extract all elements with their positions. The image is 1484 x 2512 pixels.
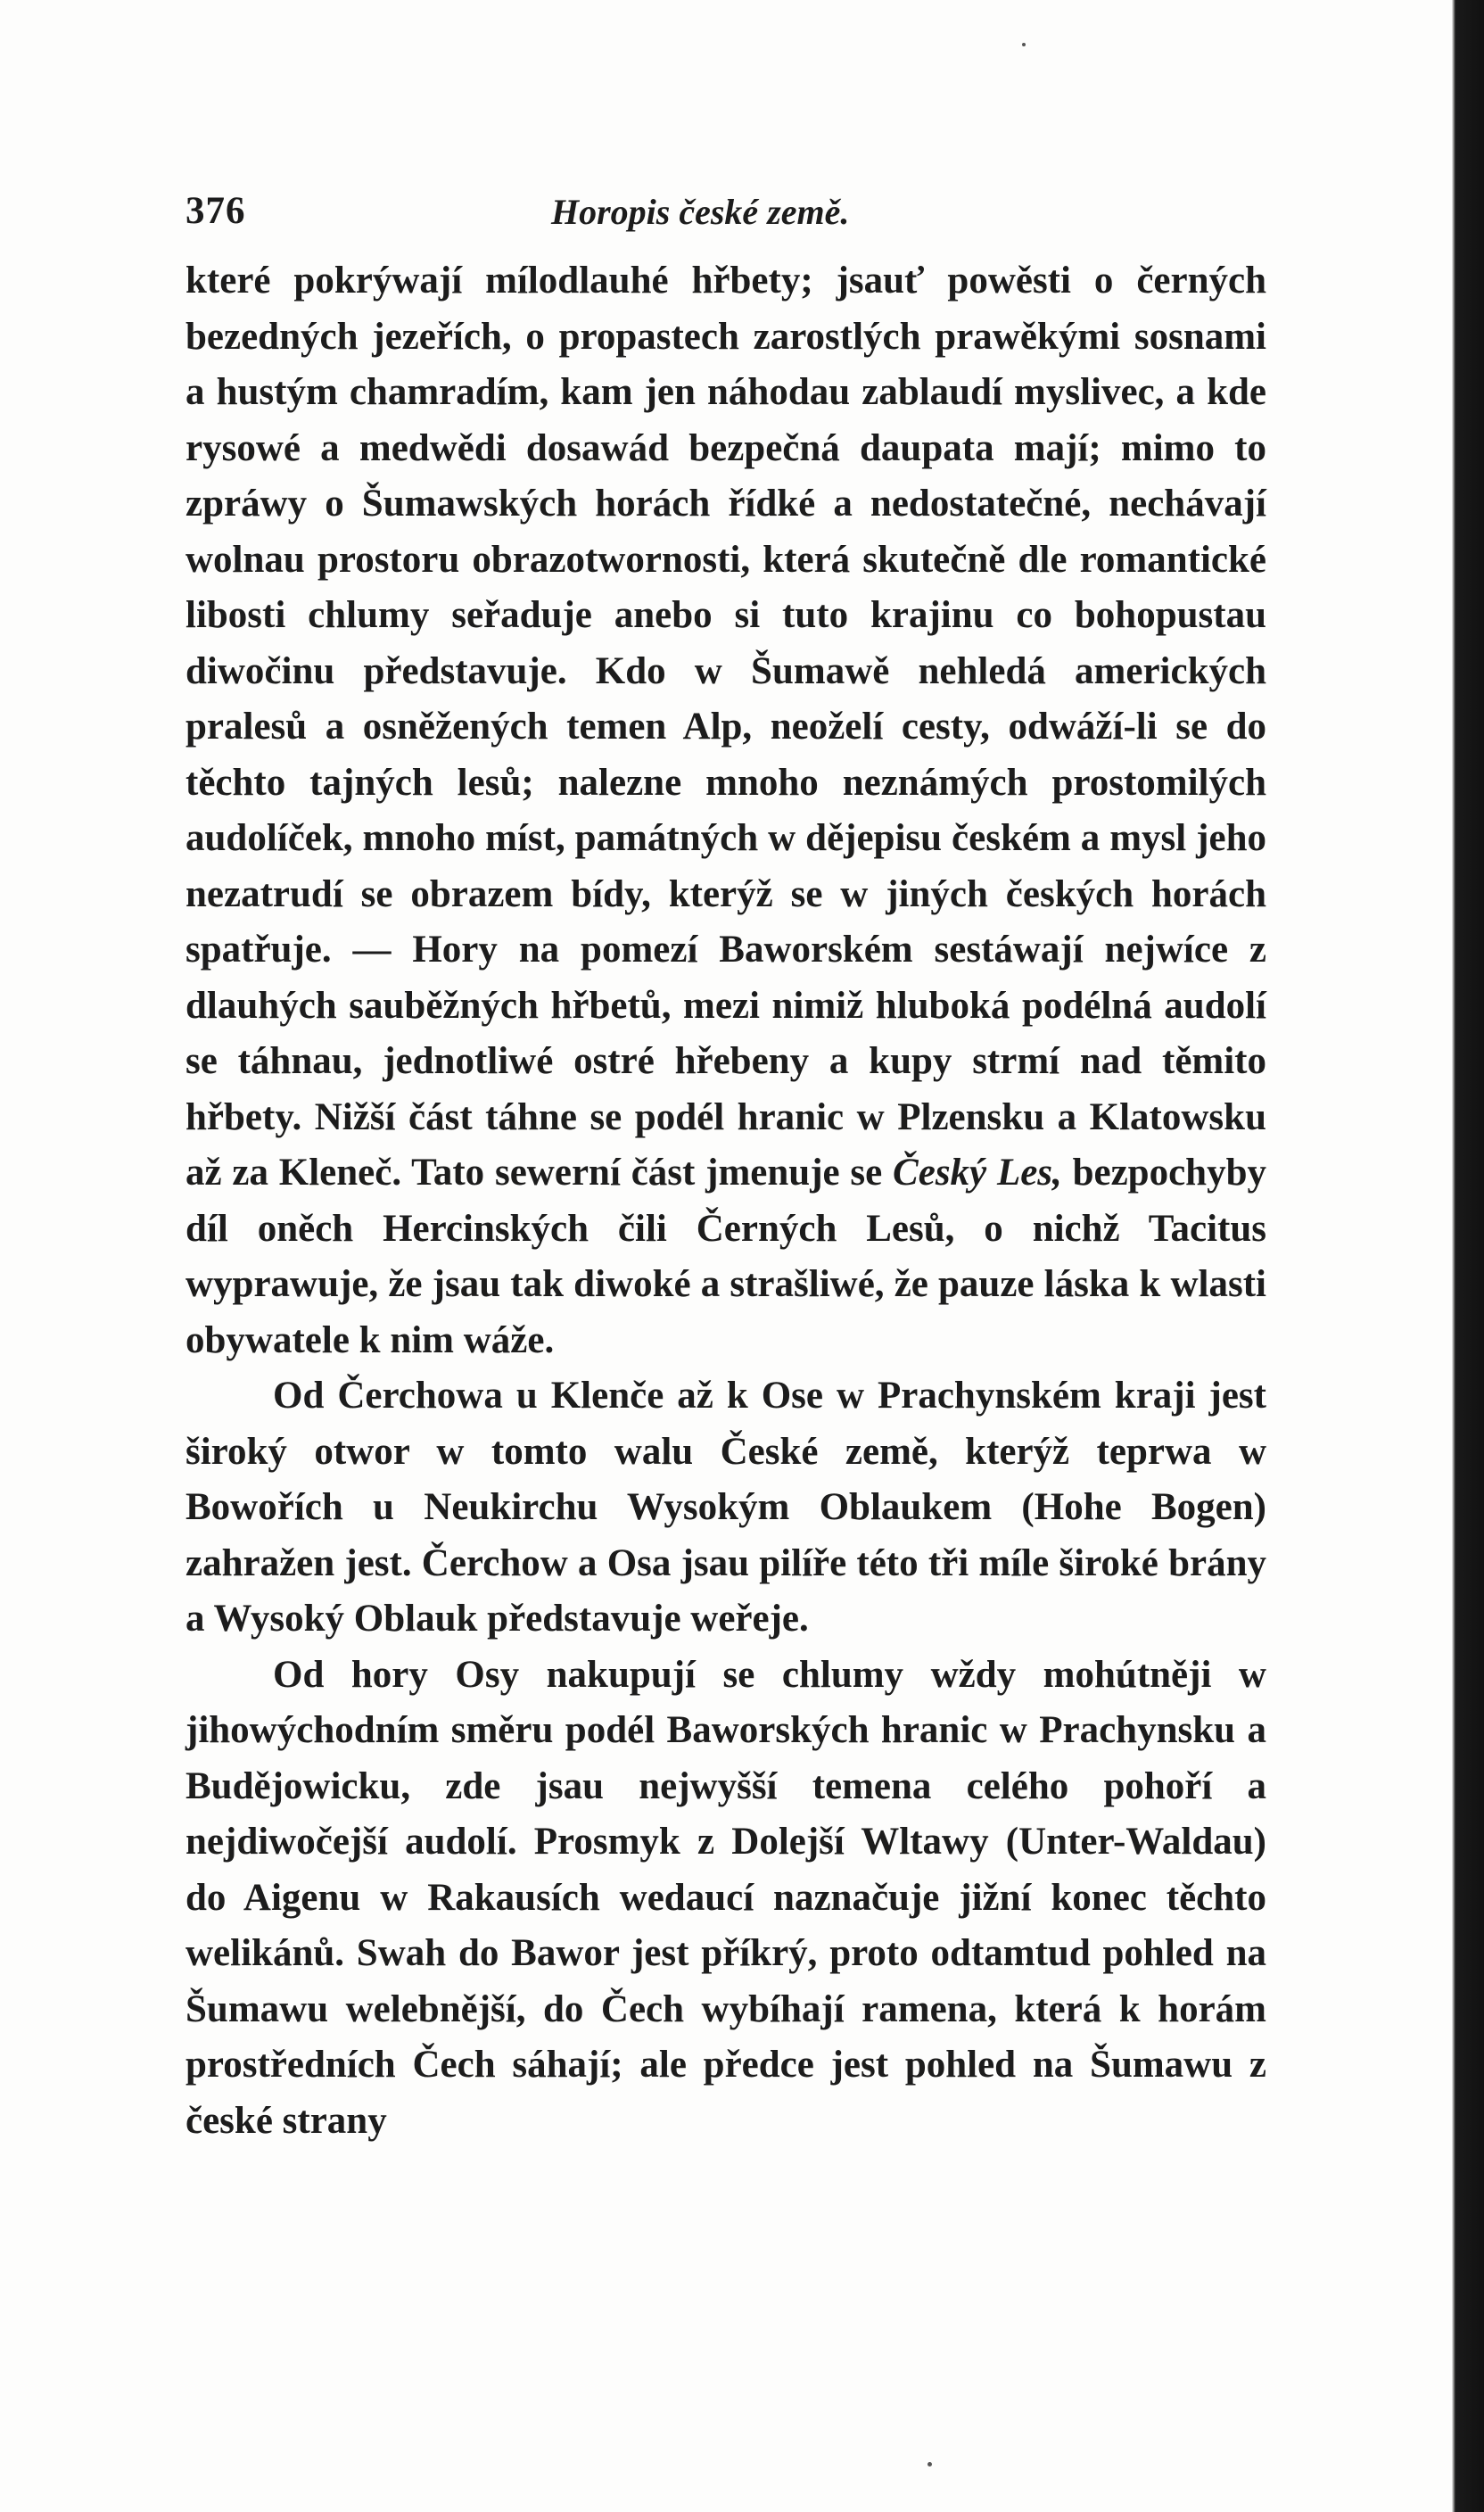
paragraph-1 — [186, 253, 1266, 1368]
paper-speck — [928, 2462, 932, 2467]
paragraph-1-text-b: bezpochyby díl oněch Hercinských čili Černých Lesů, o nichž Tacitus wyprawuje, že jsau tak diwoké a strašliwé, že pauze láska k wlasti obywatele k nim wáže. — [186, 1152, 1267, 1361]
page-edge-shadow — [1452, 0, 1484, 2512]
paragraph-3-text: Od hory Osy nakupují se chlumy wždy mohútněji w jihowýchodním směru podél Baworských hranic w Prachynsku a Budějowicku, zde jsau nejwyšší temena celého pohoří a nejdiwočejší audolí. Prosmyk z Dolejší Wltawy (Unter-Waldau) do Aigenu w Rakausích wedaucí naznačuje jižní konec těchto welikánů. Swah do Bawor jest příkrý, proto odtamtud pohled na Šumawu welebnější, do Čech wybíhají ramena, která k horám prostředních Čech sáhají; ale předce jest pohled na Šumawu z české strany — [186, 1653, 1266, 2142]
page-header — [186, 189, 1266, 243]
paragraph-2 — [186, 1368, 1266, 1648]
paragraph-1-emphasis: Český Les, — [893, 1152, 1062, 1194]
paper-speck — [1022, 43, 1026, 46]
paragraph-2-text: Od Čerchowa u Klenče až k Ose w Prachynském kraji jest široký otwor w tomto walu České země, kterýž teprwa w Bowořích u Neukirchu Wysokým Oblaukem (Hohe Bogen) zahražen jest. Čerchow a Osa jsau pilíře této tři míle široké brány a Wysoký Oblauk představuje weřeje. — [186, 1375, 1266, 1640]
paragraph-3 — [186, 1648, 1266, 2150]
paragraph-1-text-a: které pokrýwají mílodlauhé hřbety; jsauť powěsti o černých bezedných jezeřích, o propastech zarostlých prawěkými sosnami a hustým chamradím, kam jen náhodau zablaudí myslivec, a kde rysowé a medwědi dosawád bezpečná daupata mají; mimo to zpráwy o Šumawských horách řídké a nedostatečné, nechávají wolnau prostoru obrazotwornosti, která skutečně dle romantické libosti chlumy seřaduje anebo si tuto krajinu co bohopustau diwočinu představuje. Kdo w Šumawě nehledá amerických pralesů a osněžených temen Alp, neoželí cesty, odwáží-li se do těchto tajných lesů; nalezne mnoho neznámých prostomilých audolíček, mnoho míst, památných w dějepisu českém a mysl jeho nezatrudí se obrazem bídy, kterýž se w jiných českých horách spatřuje. — Hory na pomezí Baworském sestáwají nejwíce z dlauhých sauběžných hřbetů, mezi nimiž hluboká podélná audolí se táhnau, jednotliwé ostré hřebeny a kupy strmí nad těmito hřbety. Nižší část táhne se podél hranic w Plzensku a Klatowsku až za Kleneč. Tato sewerní část jmenuje se — [186, 260, 1266, 1194]
body-text — [186, 253, 1266, 2149]
running-title: Horopis české země. — [551, 192, 850, 232]
page-number: 376 — [186, 190, 246, 232]
